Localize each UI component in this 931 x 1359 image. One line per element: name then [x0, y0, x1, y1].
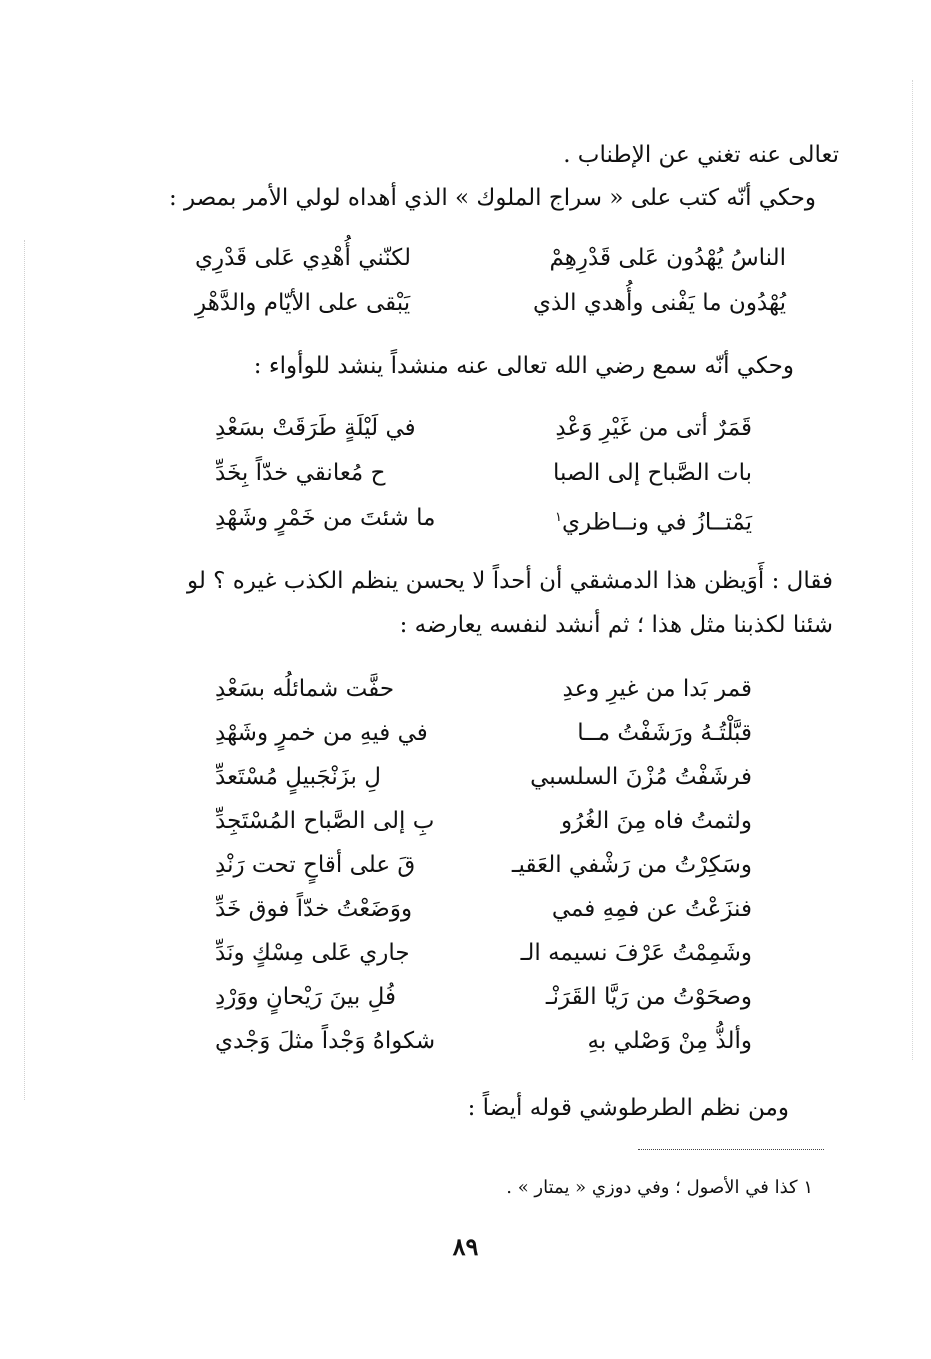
verse-hemistich: الناسُ يُهْدُون عَلى قَدْرِهِمْ: [549, 245, 786, 271]
verse-hemistich: في فيهِ من خمرٍ وشَهْدِ: [215, 720, 428, 746]
verse-hemistich: قَ على أقاحٍ تحت رَنْدِ: [215, 852, 416, 878]
verse-row: [215, 1026, 752, 1056]
verse-row: [215, 762, 752, 792]
verse-row: [215, 850, 752, 880]
verse-hemistich: فرشَفْتُ مُزْنَ السلسبي: [530, 764, 752, 790]
verse-row: [195, 243, 786, 273]
prose-line: فقال : أَوَيظن هذا الدمشقي أن أحداً لا يحسن ينظم الكذب غيره ؟ لو: [186, 568, 833, 594]
verse-row: [215, 674, 752, 704]
verse-hemistich: فُلِ بينَ رَيْحانٍ ووَرْدِ: [215, 984, 397, 1010]
verse-hemistich: [555, 503, 752, 538]
scan-margin-mark: [24, 240, 25, 1100]
footnote-number: ١: [803, 1177, 813, 1198]
prose-line: ومن نظم الطرطوشي قوله أيضاً :: [467, 1095, 789, 1121]
verse-hemistich: قبَّلْتُـهُ ورَشَفْتُ مــا: [577, 720, 752, 746]
verse-hemistich: قَمَرٌ أتى من غَيْرِ وَعْدِ: [555, 415, 752, 441]
verse-hemistich: ووَضَعْتُ خدّاً فوق خَدِّ: [215, 896, 413, 922]
verse-row: [215, 982, 752, 1012]
verse-row: [195, 288, 786, 318]
footnote-text: كذا في الأصول ؛ وفي دوزي « يمتار » .: [506, 1177, 798, 1198]
verse-hemistich: لِ بزَنْجَبيلٍ مُسْتَعدِّ: [215, 764, 381, 790]
verse-row: [215, 458, 752, 488]
verse-hemistich: ح مُعانقي خدّاً بِخَدِّ: [215, 460, 386, 486]
prose-line: وحكي أنّه سمع رضي الله تعالى عنه منشداً ينشد للوأواء :: [253, 353, 794, 379]
verse-row: [215, 413, 752, 443]
verse-hemistich: فنزَعْتُ عن فمِهِ فمي: [551, 896, 752, 922]
verse-hemistich: يُهْدُون ما يَفْنى وأُهدي الذي: [533, 290, 786, 316]
verse-hemistich: وصحَوْتُ من رَيَّا القَرَنْـ: [545, 984, 752, 1010]
verse-hemistich: حفَّت شمائلُه بسَعْدِ: [215, 676, 395, 702]
verse-row: [215, 503, 752, 536]
footnote: [506, 1176, 813, 1200]
verse-hemistich: بِ إلى الصَّباح المُسْتَجِدِّ: [215, 808, 435, 834]
verse-hemistich: وسَكِرْتُ من رَشْفي العَقيـ: [511, 852, 752, 878]
verse-hemistich: يَبْقى على الأيّام والدَّهْرِ: [195, 290, 411, 316]
verse-row: [215, 718, 752, 748]
verse-row: [215, 938, 752, 968]
verse-hemistich: قمر بَدا من غيرِ وعدِ: [562, 676, 752, 702]
verse-hemistich: ولثمتُ فاه مِنَ الغُرُو: [560, 808, 752, 834]
verse-hemistich: شكواهُ وَجْداً مثلَ وَجْدي: [215, 1028, 436, 1054]
verse-row: [215, 806, 752, 836]
verse-text: يَمْتــازُ في ونــاظري: [561, 509, 752, 536]
verse-hemistich: لكنّني أُهْدِي عَلى قَدْرِي: [195, 245, 411, 271]
prose-line: شئنا لكذبنا مثل هذا ؛ ثم أنشد لنفسه يعارضه :: [399, 612, 833, 638]
verse-hemistich: ما شئتَ من خَمْرٍ وشَهْدِ: [215, 505, 436, 531]
prose-line: تعالى عنه تغني عن الإطناب .: [563, 142, 839, 168]
verse-hemistich: وشَمِمْتُ عَرْفَ نسيمه الـ: [520, 940, 752, 966]
footnote-separator: [638, 1149, 824, 1150]
page-number: ٨٩: [452, 1232, 479, 1261]
verse-hemistich: جاري عَلى مِسْكٍ ونَدِّ: [215, 940, 410, 966]
verse-row: [215, 894, 752, 924]
scan-margin-mark: [912, 80, 913, 1060]
verse-hemistich: في لَيْلَةٍ طَرَقَتْ بسَعْدِ: [215, 415, 416, 441]
verse-hemistich: بات الصَّباح إلى الصبا: [553, 460, 752, 486]
footnote-marker: ١: [555, 510, 562, 525]
verse-hemistich: وألذُّ مِنْ وَصْلي بهِ: [587, 1028, 752, 1054]
prose-line: وحكي أنّه كتب على « سراج الملوك » الذي أهداه لولي الأمر بمصر :: [168, 185, 816, 211]
